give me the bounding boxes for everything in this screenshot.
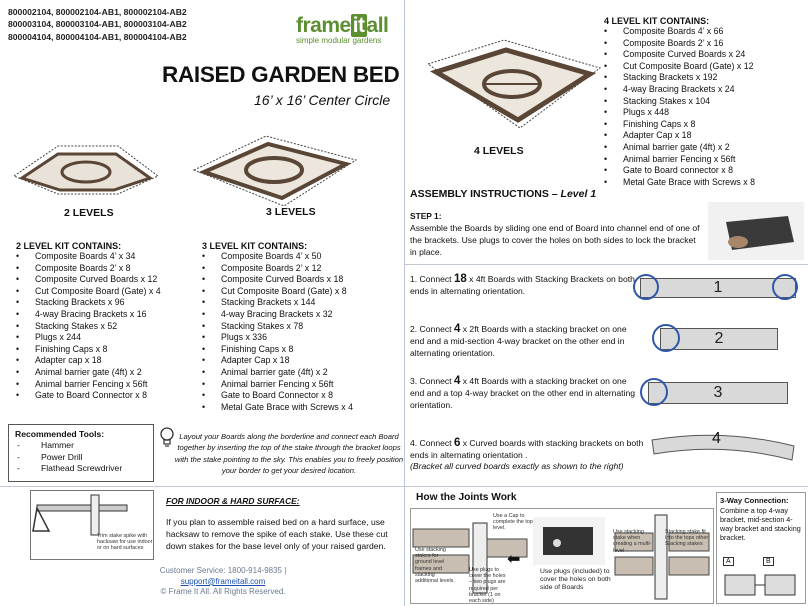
list-item: • Stacking Brackets x 96 [16,297,161,309]
three-level-bed-illustration [186,130,362,212]
two-level-kit [16,241,161,402]
list-item: • Animal barrier gate (4ft) x 2 [604,142,755,154]
step-item-2 [410,323,636,360]
step-description: x 4ft Boards with Stacking Brackets on both ends in alternating orientation. [410,274,635,297]
list-item: • Finishing Caps x 8 [202,344,353,356]
list-item: • Animal barrier Fencing x 56ft [604,154,755,166]
stake-when-note: Use stacking stake when creating a multi-level [613,529,652,554]
list-item: • Composite Boards 4’ x 66 [604,26,755,38]
plug-note: Use plugs to cover the holes – two plugs are required per bracket (1 on each side) [469,567,506,605]
step-item-1 [410,273,636,297]
hard-surface-text: If you plan to assemble raised bed on a hard surface, use hacksaw to remove the spike of each stake. Use these cut down stakes for the base level only of your raised garden. [166,517,388,552]
assembly-title: ASSEMBLY INSTRUCTIONS – [410,188,558,200]
section-divider [404,264,808,265]
brand-logo [296,14,404,45]
customer-service: Customer Service: 1800-914-9835 | [159,566,287,575]
hacksaw-illustration-box [30,490,154,560]
four-level-kit-heading: 4 LEVEL KIT CONTAINS: [604,16,710,26]
list-item: • Finishing Caps x 8 [16,344,161,356]
section-divider [0,486,404,487]
list-item: • Composite Boards 2’ x 12 [202,263,353,275]
step-description: x 4ft Boards with a stacking bracket on one end and a top 4-way bracket on the other end in alternating orientation. [410,376,636,411]
list-item: • Cut Composite Board (Gate) x 12 [604,61,755,73]
plug-photo [533,517,605,565]
board-number: 4 [712,430,721,447]
board-number: 2 [714,330,724,347]
logo-all: all [366,14,389,37]
step-prefix: 2. Connect [410,324,454,334]
product-code-line: 800002104, 800002104-AB1, 800002104-AB2 [8,7,187,17]
two-level-bed-illustration [8,128,164,198]
three-level-kit-list [202,251,353,413]
list-item: • Animal barrier Fencing x 56ft [202,379,353,391]
four-level-kit [604,16,755,188]
list-item: • Adapter cap x 18 [16,355,161,367]
list-item: • Metal Gate Brace with Screws x 4 [202,402,353,414]
four-level-bed-illustration [424,36,604,138]
list-item: • Composite Boards 2’ x 8 [16,263,161,275]
bracket-highlight [652,324,680,352]
list-item: • 4-way Bracing Brackets x 32 [202,309,353,321]
step1-heading: STEP 1: [410,211,442,221]
step-prefix: 1. Connect [410,274,454,284]
list-item: • Metal Gate Brace with Screws x 8 [604,177,755,189]
curved-board-diagram [648,426,798,466]
list-item: • Stacking Stakes x 52 [16,321,161,333]
recommended-tools-box [8,424,154,482]
arrow-left-icon: ⬅ [507,551,521,568]
page-title: RAISED GARDEN BED [162,62,400,87]
tools-list [15,440,147,475]
three-level-kit [202,241,353,413]
list-item: • Plugs x 336 [202,332,353,344]
list-item: • Animal barrier Fencing x 56ft [16,379,161,391]
step-description: x Curved boards with stacking brackets on both ends in alternating orientation . [410,438,644,461]
four-levels-label: 4 LEVELS [474,145,524,157]
bracket-photo [708,202,804,260]
step-count: 18 [453,273,467,285]
list-item: • Composite Curved Boards x 18 [202,274,353,286]
list-item: - Power Drill [15,452,147,464]
step-count: 6 [453,437,461,449]
hacksaw-caption: Trim stake spike with hacksaw for use indoor or on hard surfaces [97,533,153,552]
step-description: x 2ft Boards with a stacking bracket on one end and a mid-section 4-way bracket on the other end in alternating orientation. [410,324,627,359]
list-item: • Stacking Stakes x 104 [604,96,755,108]
list-item: • Adapter Cap x 18 [202,355,353,367]
list-item: • Plugs x 448 [604,107,755,119]
list-item: • Gate to Board connector x 8 [604,165,755,177]
list-item: • 4-way Bracing Brackets x 16 [16,309,161,321]
step-item-4 [410,437,646,461]
assembly-level: Level 1 [560,188,597,200]
list-item: • Composite Boards 2’ x 16 [604,38,755,50]
label-a: A [723,557,734,566]
step-prefix: 3. Connect [410,376,454,386]
label-b: B [763,557,774,566]
joints-heading: How the Joints Work [416,492,517,503]
list-item: • Cut Composite Board (Gate) x 4 [16,286,161,298]
board-number: 1 [713,279,723,296]
list-item: • 4-way Bracing Brackets x 24 [604,84,755,96]
step-prefix: 4. Connect [410,438,454,448]
product-codes [8,6,187,43]
list-item: • Animal barrier gate (4ft) x 2 [202,367,353,379]
list-item: • Stacking Brackets x 192 [604,72,755,84]
curved-board-note: (Bracket all curved boards exactly as shown to the right) [410,461,624,471]
two-level-kit-list [16,251,161,402]
page-footer [128,566,318,598]
product-code-line: 800004104, 800004104-AB1, 800004104-AB2 [8,31,187,42]
plug-text: Use plugs (included) to cover the holes on both side of Boards [540,568,611,591]
page-divider [404,0,405,606]
bracket-highlight [772,274,798,300]
list-item: • Plugs x 244 [16,332,161,344]
two-level-kit-heading: 2 LEVEL KIT CONTAINS: [16,241,122,251]
list-item: • Gate to Board Connector x 8 [16,390,161,402]
step1-text: Assemble the Boards by sliding one end of Board into channel end of one of the brackets. Use plugs to cover the holes on both sides to lock the bracket in place. [410,223,700,257]
board-number: 3 [713,384,723,401]
tools-heading: Recommended Tools: [15,429,105,439]
list-item: • Composite Curved Boards x 24 [604,49,755,61]
list-item: - Hammer [15,440,147,452]
step-count: 4 [453,323,461,335]
copyright: © Frame It All. All Rights Reserved. [160,587,286,597]
logo-tagline: simple modular gardens [296,36,382,45]
page-subtitle: 16’ x 16’ Center Circle [254,92,391,108]
three-way-heading: 3-Way Connection: [720,496,789,505]
stake-fit-note: Stacking stake fit into the tops other Stacking stakes [665,529,709,548]
list-item: • Adapter Cap x 18 [604,130,755,142]
step-count: 4 [453,375,461,387]
cap-note: Use a Cap to complete the top level. [493,513,533,532]
three-way-text: Combine a top 4-way bracket, mid-section 4-way bracket and stacking bracket. [720,506,801,542]
three-levels-label: 3 LEVELS [266,206,316,218]
layout-tip: Layout your Boards along the borderline and connect each Board together by inserting the top of the stake through the bracket loops with the stake pointing to the sky. This enables you to freely position your border to get your desired location. [174,432,404,476]
bracket-highlight [633,274,659,300]
list-item: • Finishing Caps x 8 [604,119,755,131]
assembly-heading [410,188,596,200]
product-code-line: 800003104, 800003104-AB1, 800003104-AB2 [8,19,187,30]
board-diagram-3 [648,382,788,404]
three-level-kit-heading: 3 LEVEL KIT CONTAINS: [202,241,308,251]
section-divider [404,486,808,487]
step-item-3 [410,375,636,412]
list-item: • Animal barrier gate (4ft) x 2 [16,367,161,379]
list-item: • Composite Boards 4’ x 50 [202,251,353,263]
list-item: • Composite Boards 4’ x 34 [16,251,161,263]
logo-frame: frame [296,14,351,37]
stake-note: Use stacking stakes for ground level frames and stacking additional levels. [415,547,455,585]
two-levels-label: 2 LEVELS [64,207,114,219]
list-item: • Cut Composite Board (Gate) x 8 [202,286,353,298]
three-way-connection-box [716,492,806,604]
logo-it: it [352,14,365,37]
bracket-highlight [640,378,668,406]
hard-surface-heading: FOR INDOOR & HARD SURFACE: [166,496,300,506]
stacking-stake-illustration [611,509,713,603]
support-email-link[interactable]: support@frameitall.com [180,576,266,586]
list-item: • Gate to Board Connector x 8 [202,390,353,402]
four-level-kit-list [604,26,755,188]
list-item: • Stacking Brackets x 144 [202,297,353,309]
list-item: • Stacking Stakes x 78 [202,321,353,333]
list-item: • Composite Curved Boards x 12 [16,274,161,286]
three-way-bracket-illustration [721,569,803,601]
list-item: - Flathead Screwdriver [15,463,147,475]
